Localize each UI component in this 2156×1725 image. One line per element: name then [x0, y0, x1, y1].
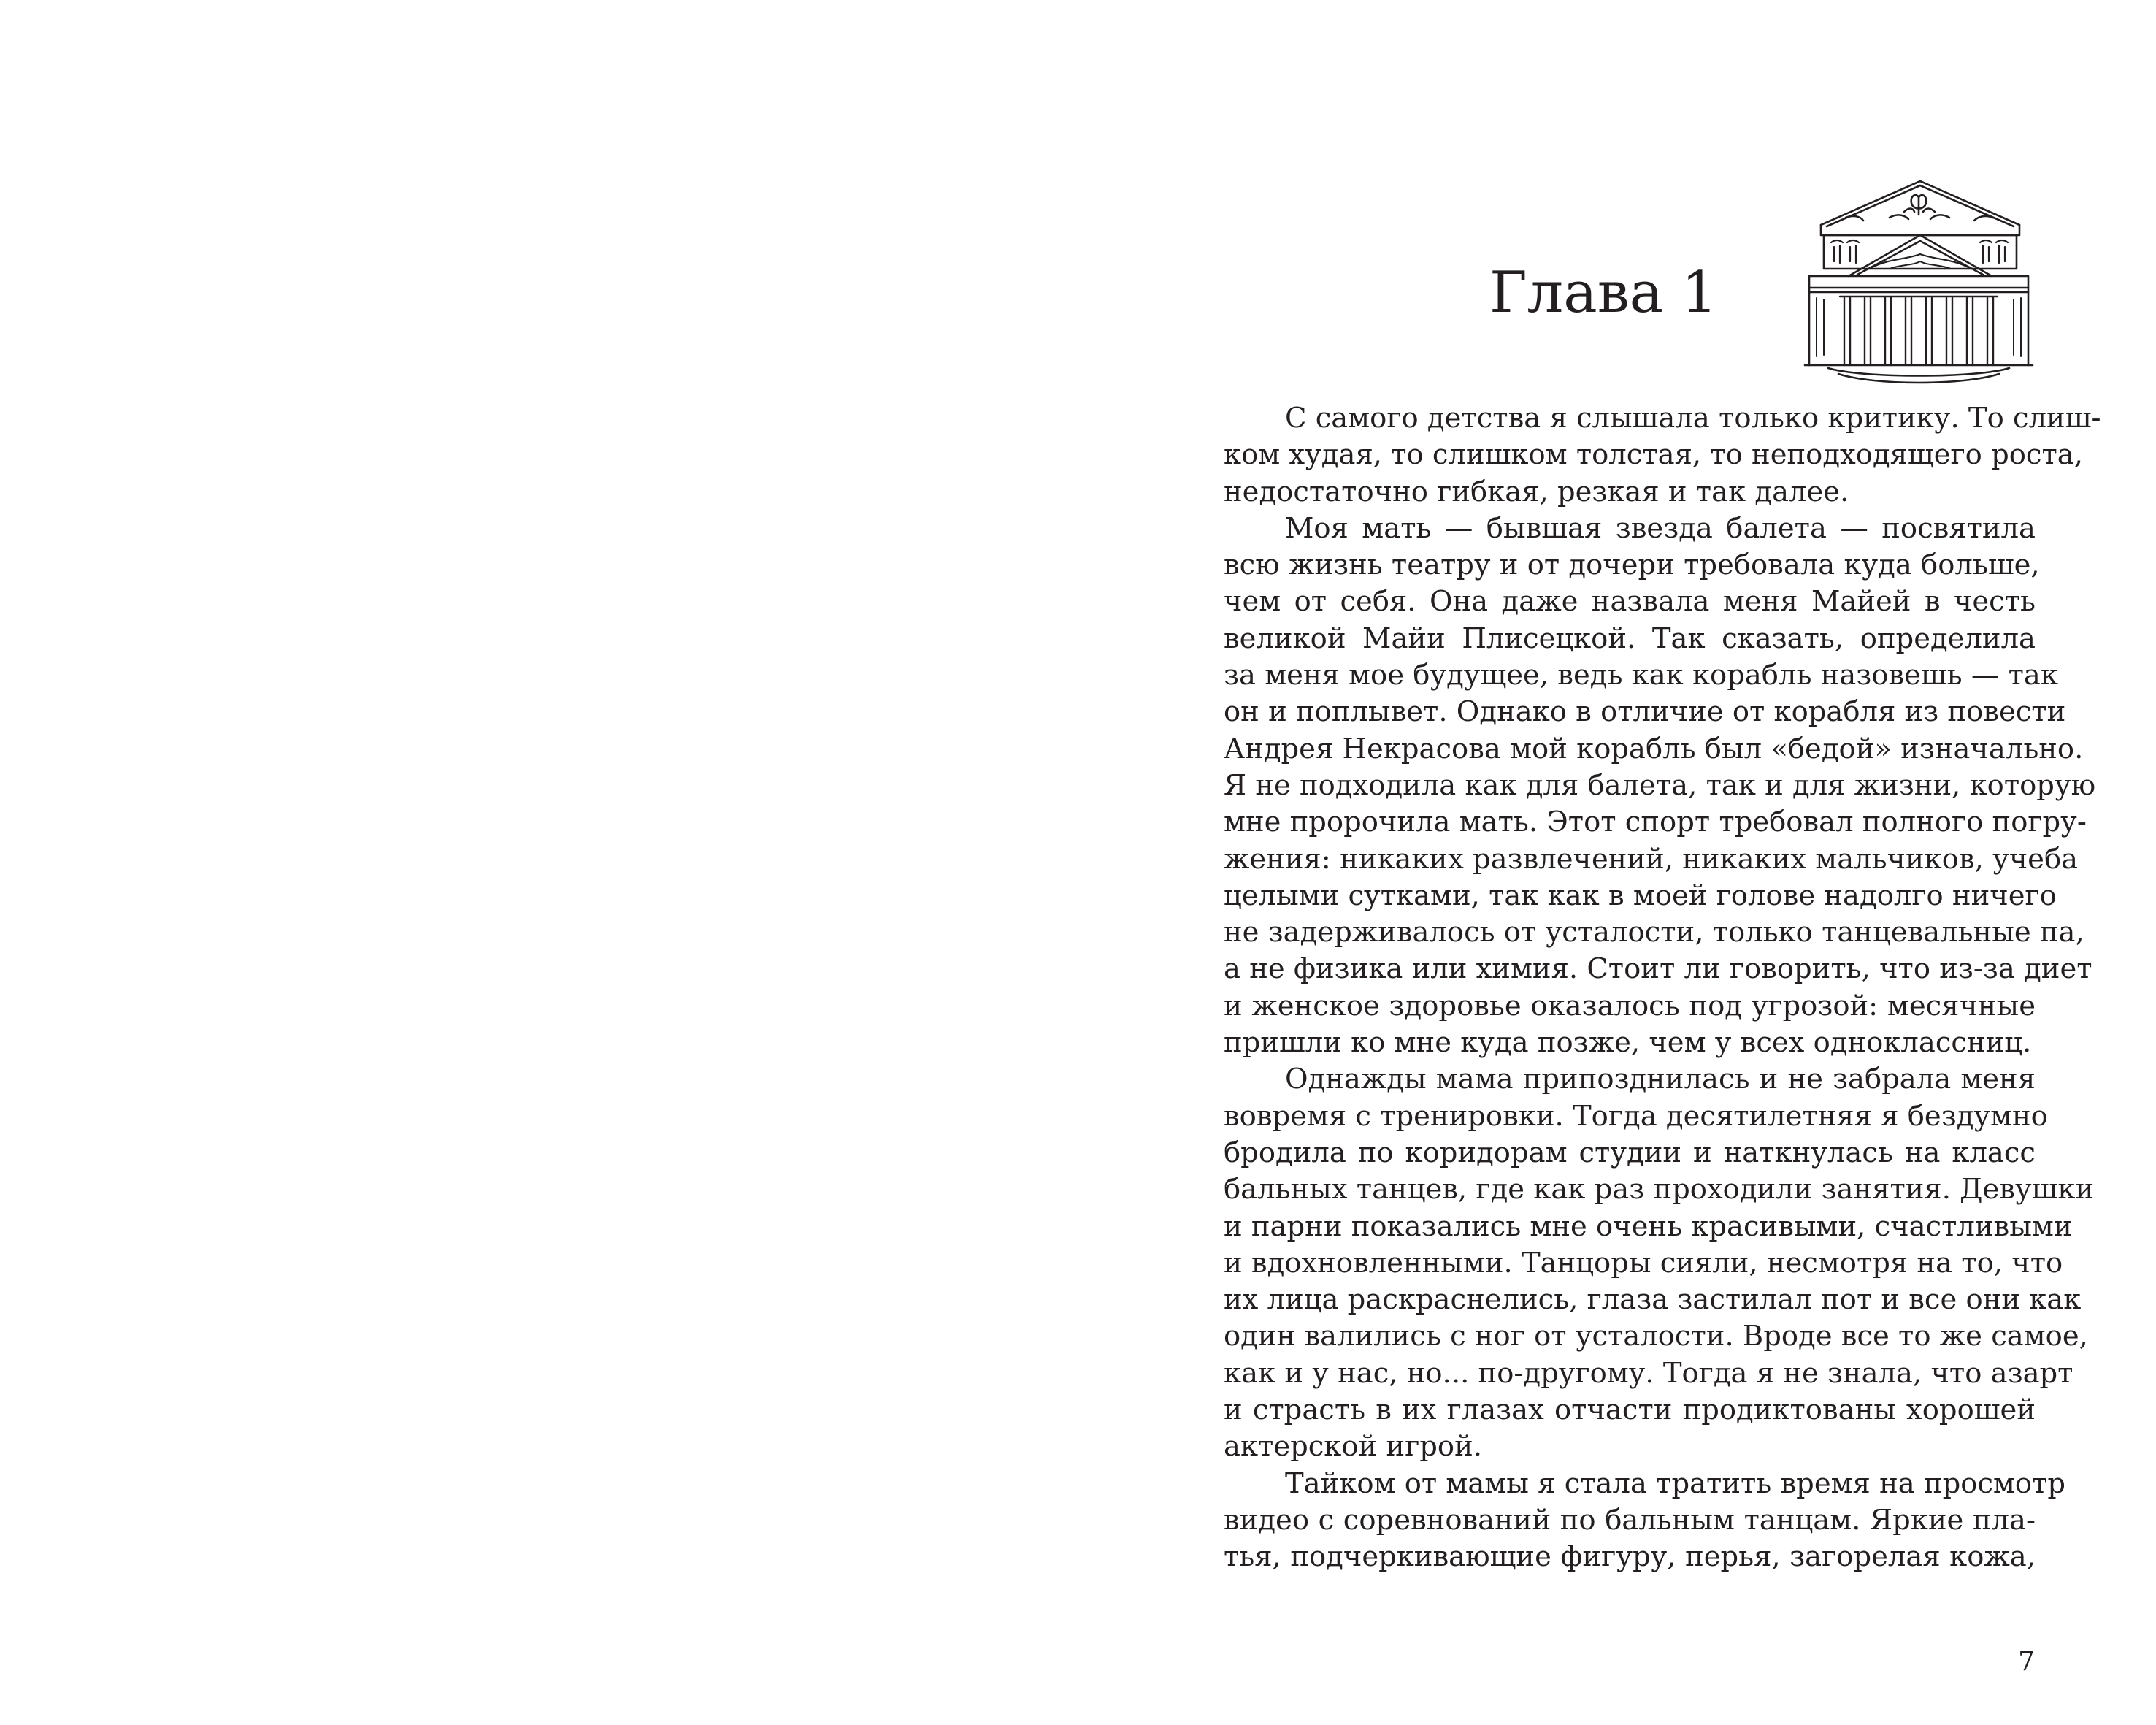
- upper-windows: [1831, 240, 2008, 263]
- text-line: не задерживалось от усталости, только танцевальные па,: [1224, 916, 2084, 949]
- text-line: тья, подчеркивающие фигуру, перья, загорелая кожа,: [1224, 1540, 2036, 1574]
- chapter-title: Глава 1: [1489, 260, 1718, 326]
- text-line: великой Майи Плисецкой. Так сказать, определила: [1224, 621, 2036, 655]
- apollo-quadriga-ornament: [1890, 195, 1949, 219]
- text-line: бальных танцев, где как раз проходили занятия. Девушки: [1224, 1173, 2095, 1206]
- text-line: С самого детства я слышала только критику. То слиш-: [1285, 402, 2101, 435]
- text-line: ком худая, то слишком толстая, то неподходящего роста,: [1224, 438, 2083, 472]
- text-line: Однажды мама припозднилась и не забрала меня: [1285, 1063, 2036, 1096]
- text-line: а не физика или химия. Стоит ли говорить, что из-за диет: [1224, 952, 2092, 986]
- text-line: и женское здоровье оказалось под угрозой: месячные: [1224, 989, 2036, 1022]
- bolshoi-theatre-illustration: [1802, 174, 2036, 393]
- text-line: бродила по коридорам студии и наткнулась на класс: [1224, 1136, 2036, 1169]
- text-line: и вдохновленными. Танцоры сияли, несмотря на то, что: [1224, 1246, 2063, 1280]
- text-line: чем от себя. Она даже назвала меня Майей в честь: [1224, 585, 2036, 619]
- text-line: Моя мать — бывшая звезда балета — посвятила: [1285, 511, 2036, 545]
- text-line: пришли ко мне куда позже, чем у всех одноклассниц.: [1224, 1026, 2032, 1060]
- text-line: мне пророчила мать. Этот спорт требовал полного погру-: [1224, 806, 2087, 839]
- text-line: целыми сутками, так как в моей голове надолго ничего: [1224, 879, 2057, 912]
- text-line: недостаточно гибкая, резкая и так далее.: [1224, 475, 1849, 508]
- text-line: он и поплывет. Однако в отличие от корабля из повести: [1224, 695, 2066, 729]
- text-line: вовремя с тренировки. Тогда десятилетняя я бездумно: [1224, 1099, 2048, 1133]
- page-number: 7: [2018, 1647, 2035, 1677]
- text-line: Тайком от мамы я стала тратить время на просмотр: [1285, 1466, 2066, 1500]
- text-line: один валились с ног от усталости. Вроде все то же самое,: [1224, 1320, 2088, 1353]
- colonnade: [1840, 297, 1998, 365]
- text-line: жения: никаких развлечений, никаких мальчиков, учеба: [1224, 842, 2079, 876]
- text-line: всю жизнь театру и от дочери требовала куда больше,: [1224, 548, 2040, 582]
- text-line: как и у нас, но... по-другому. Тогда я не знала, что азарт: [1224, 1356, 2073, 1390]
- text-line: за меня мое будущее, ведь как корабль назовешь — так: [1224, 659, 2058, 692]
- text-line: и парни показались мне очень красивыми, счастливыми: [1224, 1209, 2073, 1243]
- text-line: и страсть в их глазах отчасти продиктованы хорошей: [1224, 1393, 2036, 1427]
- text-line: видео с соревнований по бальным танцам. Яркие пла-: [1224, 1503, 2036, 1537]
- attic-roof-line: [1821, 181, 2019, 225]
- text-line: Андрея Некрасова мой корабль был «бедой» изначально.: [1224, 732, 2084, 765]
- text-line: Я не подходила как для балета, так и для жизни, которую: [1224, 768, 2096, 802]
- text-line: актерской игрой.: [1224, 1430, 1483, 1464]
- text-line: их лица раскраснелись, глаза застилал пот и все они как: [1224, 1283, 2082, 1317]
- chapter-body-text: [1224, 400, 2101, 1576]
